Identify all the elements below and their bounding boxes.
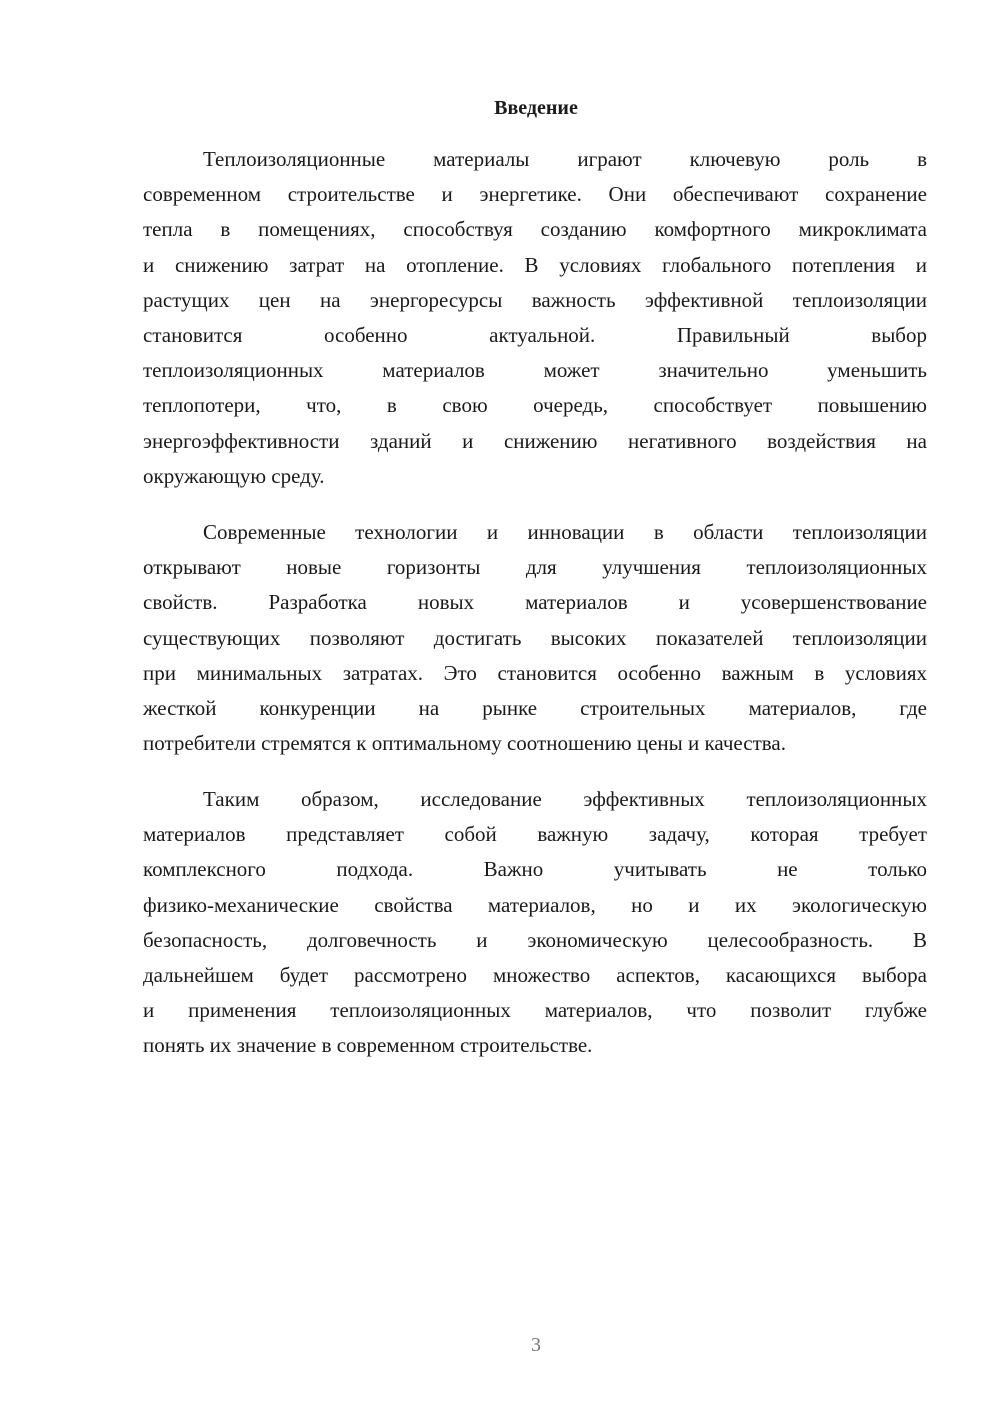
- text-line: комплексного подхода. Важно учитывать не только: [143, 857, 927, 882]
- text-line: существующих позволяют достигать высоких показателей теплоизоляции: [143, 625, 927, 650]
- text-line: свойств. Разработка новых материалов и усовершенствование: [143, 590, 927, 615]
- text-line: Современные технологии и инновации в области теплоизоляции: [203, 520, 927, 544]
- text-line: окружающую среду.: [143, 463, 325, 488]
- text-line: Теплоизоляционные материалы играют ключевую роль в: [203, 147, 927, 171]
- text-line: материалов представляет собой важную задачу, которая требует: [143, 822, 927, 847]
- section-title: Введение: [494, 97, 578, 119]
- text-line: растущих цен на энергоресурсы важность эффективной теплоизоляции: [143, 287, 927, 312]
- text-line: дальнейшем будет рассмотрено множество аспектов, касающихся выбора: [143, 962, 927, 987]
- text-line: жесткой конкуренции на рынке строительных материалов, где: [143, 695, 927, 720]
- paragraph-1: [143, 142, 927, 494]
- text-line: понять их значение в современном строительстве.: [143, 1033, 593, 1058]
- text-line: при минимальных затратах. Это становится особенно важным в условиях: [143, 660, 927, 685]
- text-line: теплопотери, что, в свою очередь, способствует повышению: [143, 393, 927, 418]
- page-number: 3: [531, 1334, 541, 1356]
- text-line: тепла в помещениях, способствуя созданию комфортного микроклимата: [143, 217, 927, 242]
- text-line: потребители стремятся к оптимальному соотношению цены и качества.: [143, 731, 786, 756]
- text-line: становится особенно актуальной. Правильный выбор: [143, 322, 927, 347]
- paragraph-3: [143, 782, 927, 1064]
- text-line: безопасность, долговечность и экономическую целесообразность. В: [143, 927, 927, 952]
- text-line: физико-механические свойства материалов, но и их экологическую: [143, 892, 927, 917]
- text-line: современном строительстве и энергетике. Они обеспечивают сохранение: [143, 182, 927, 207]
- text-line: и снижению затрат на отопление. В условиях глобального потепления и: [143, 252, 927, 277]
- text-line: теплоизоляционных материалов может значительно уменьшить: [143, 358, 927, 383]
- text-line: и применения теплоизоляционных материалов, что позволит глубже: [143, 998, 927, 1023]
- text-line: энергоэффективности зданий и снижению негативного воздействия на: [143, 428, 927, 453]
- paragraph-2: [143, 515, 927, 761]
- text-line: открывают новые горизонты для улучшения теплоизоляционных: [143, 555, 927, 580]
- text-line: Таким образом, исследование эффективных теплоизоляционных: [203, 787, 927, 811]
